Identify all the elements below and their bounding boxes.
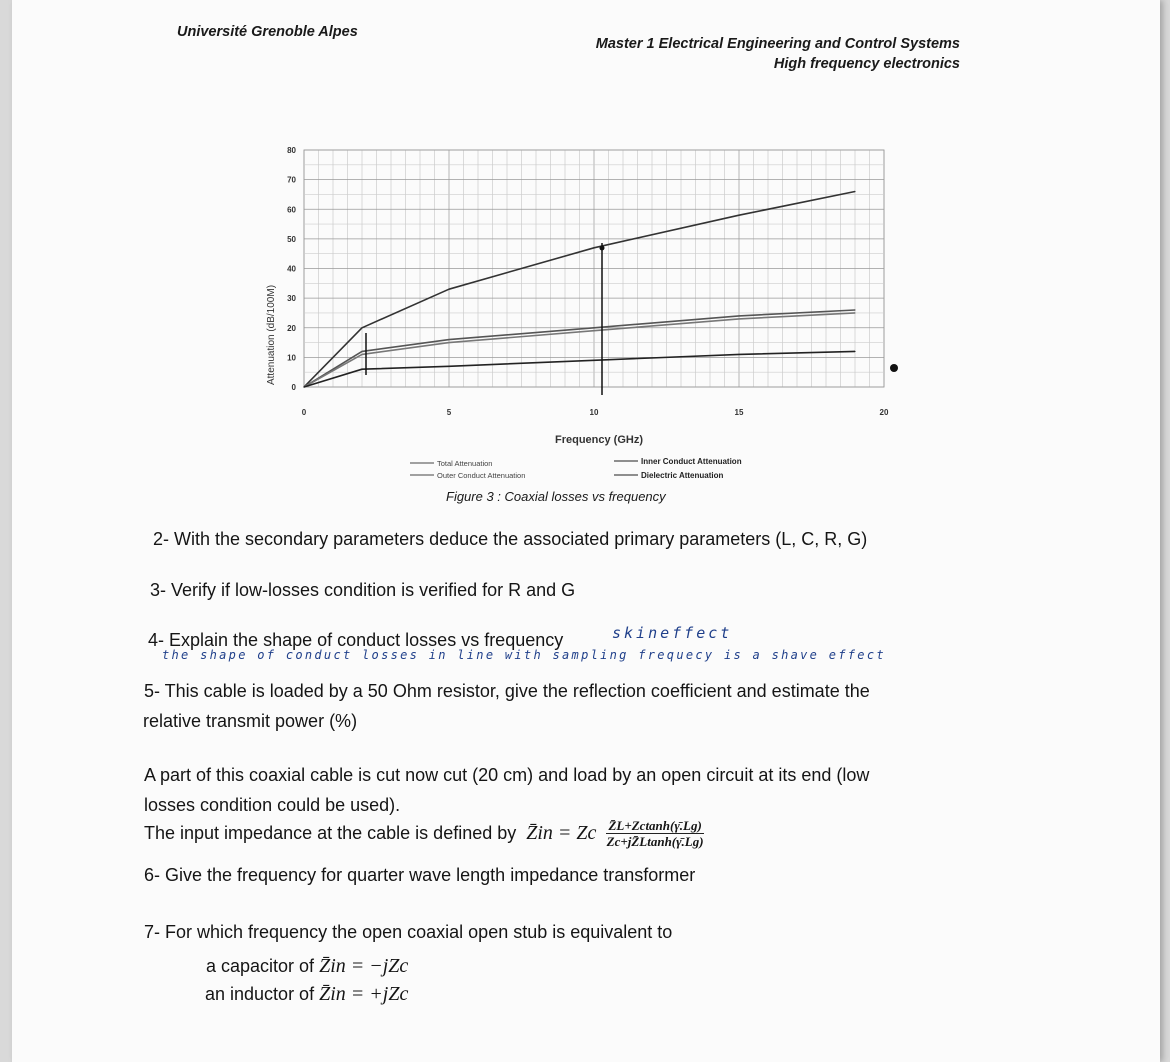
data-point — [738, 354, 739, 355]
q7-inductor — [205, 983, 408, 1006]
chart-grid — [304, 150, 884, 387]
data-point — [854, 309, 855, 310]
q7-capacitor-label: a capacitor of — [206, 956, 315, 976]
part-intro-line-2: losses condition could be used). — [144, 795, 401, 815]
data-point — [361, 354, 362, 355]
impedance-intro: The input impedance at the cable is defined by — [144, 823, 517, 843]
data-point — [448, 339, 449, 340]
y-tick-label: 60 — [287, 205, 296, 215]
x-tick-label: 15 — [734, 408, 744, 417]
program-name: Master 1 Electrical Engineering and Control Systems — [595, 36, 960, 52]
y-tick-label: 0 — [291, 383, 296, 392]
y-tick-label: 40 — [287, 264, 296, 274]
question-3: 3- Verify if low-losses condition is verified for R and G — [150, 580, 576, 600]
question-2: 2- With the secondary parameters deduce the associated primary parameters (L, C, R, G) — [153, 529, 868, 549]
question-7: 7- For which frequency the open coaxial open stub is equivalent to — [144, 922, 673, 942]
data-point — [738, 215, 739, 216]
q7-inductor-eq: Z̄in = +jZc — [319, 983, 409, 1005]
y-tick-label: 50 — [287, 234, 296, 244]
x-axis-label: Frequency (GHz) — [554, 434, 644, 446]
data-point — [448, 289, 449, 290]
x-tick-labels — [302, 408, 889, 417]
x-tick-label: 5 — [446, 408, 452, 417]
x-tick-label: 20 — [879, 408, 889, 417]
y-axis-label: Attenuation (dB/100M) — [266, 284, 277, 386]
y-tick-label: 80 — [287, 146, 296, 155]
q7-capacitor — [206, 955, 408, 978]
data-point — [593, 247, 594, 248]
zin-numerator: Z̄L+Zctanh(γ̄.Lg) — [608, 818, 702, 833]
university-name: Université Grenoble Alpes — [177, 24, 358, 40]
question-5-line-1: 5- This cable is loaded by a 50 Ohm resistor, give the reflection coefficient and estimate the — [144, 681, 870, 701]
data-point — [448, 342, 449, 343]
data-point — [593, 330, 594, 331]
data-point — [448, 366, 449, 367]
legend-dielectric: Dielectric Attenuation — [641, 471, 724, 480]
zin-fraction — [606, 818, 703, 849]
data-point — [593, 360, 594, 361]
attenuation-chart — [242, 135, 942, 495]
y-tick-label: 10 — [287, 353, 296, 363]
data-point — [854, 191, 855, 192]
zin-denominator: Zc+jZ̄Ltanh(γ̄.Lg) — [606, 834, 704, 849]
question-5-line-2: relative transmit power (%) — [143, 711, 358, 731]
data-point — [854, 312, 855, 313]
q7-inductor-label: an inductor of — [205, 984, 315, 1004]
legend-total: Total Attenuation — [437, 459, 493, 468]
q7-capacitor-eq: Z̄in = −jZc — [319, 955, 409, 977]
handwritten-note-2: the shape of conduct losses in line with sampling frequecy is a shave effect — [162, 648, 886, 662]
y-tick-labels — [287, 146, 296, 392]
legend-inner: Inner Conduct Attenuation — [641, 457, 742, 466]
data-point — [738, 315, 739, 316]
part-intro-line-1: A part of this coaxial cable is cut now cut (20 cm) and load by an open circuit at its end (low — [144, 765, 870, 785]
ink-dot — [890, 364, 898, 372]
impedance-definition — [144, 818, 704, 849]
figure-caption: Figure 3 : Coaxial losses vs frequency — [446, 489, 666, 504]
y-tick-label: 30 — [287, 294, 296, 304]
y-tick-label: 70 — [287, 175, 296, 185]
marker-dot-10ghz — [600, 246, 605, 251]
data-point — [361, 327, 362, 328]
x-tick-label: 10 — [589, 408, 599, 417]
legend-outer: Outer Conduct Attenuation — [437, 471, 526, 480]
data-point — [303, 386, 304, 387]
course-name: High frequency electronics — [773, 56, 960, 72]
document-page — [12, 0, 1160, 1062]
data-point — [738, 318, 739, 319]
data-point — [593, 327, 594, 328]
zin-lhs: Z̄in = Zc — [526, 822, 597, 844]
data-point — [854, 351, 855, 352]
question-6: 6- Give the frequency for quarter wave length impedance transformer — [144, 865, 696, 885]
y-tick-label: 20 — [287, 323, 296, 333]
data-point — [361, 369, 362, 370]
x-tick-label: 0 — [301, 408, 307, 417]
data-point — [361, 351, 362, 352]
question-4: 4- Explain the shape of conduct losses vs frequency — [148, 630, 564, 650]
handwritten-note-1: skineffect — [612, 624, 733, 642]
